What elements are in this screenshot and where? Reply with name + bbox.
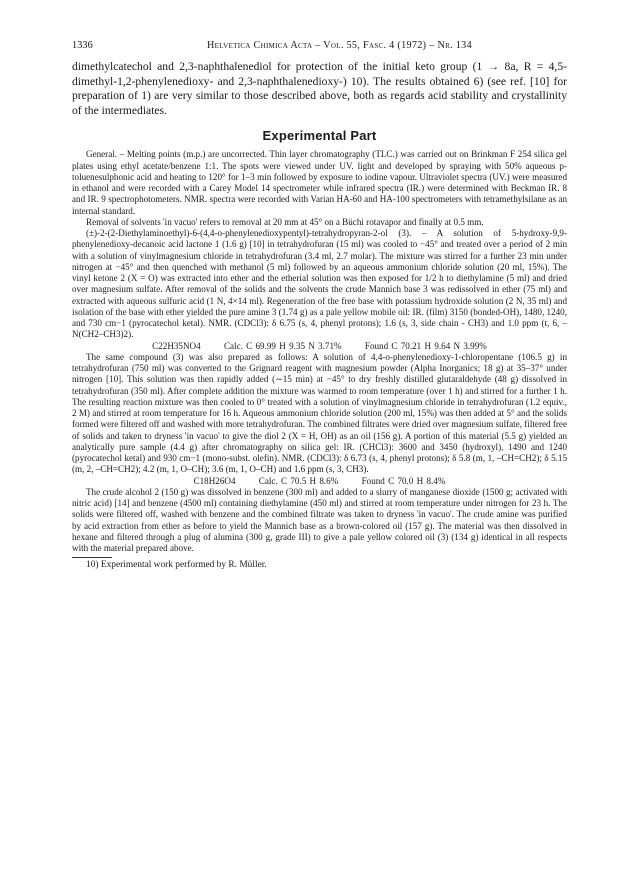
page-number: 1336 <box>72 40 93 51</box>
elemental-analysis-1 <box>72 341 567 352</box>
paragraph-crude-alcohol: The crude alcohol 2 (150 g) was dissolved in benzene (300 ml) and added to a slurry of manganese dioxide (1500 g; activated with nitric acid) [14] and benzene (4500 ml) containing diethylamine (450 ml) and stirred at room temperature under nitrogen for 23 h. The solids were filtered off, washed with benzene and the combined filtrate was taken to dryness 'in vacuo'. The crude amine was purified by acid extraction from ether as before to yield the Mannich base as a brown-colored oil (157 g). The material was then dissolved in hexane and filtered through a plug of alumina (300 g, grade III) to give a pale yellow colored oil (3) (134 g) identical in all respects with the material prepared above. <box>72 486 567 554</box>
paragraph-alternative-prep: The same compound (3) was also prepared as follows: A solution of 4,4-o-phenylenedioxy-1-chloropentane (106.5 g) in tetrahydrofuran (750 ml) was converted to the Grignard reagent with magnesium powder (Alpha Inorganics; 18 g) at 35–37° under nitrogen [10]. This solution was then rapidly added (∼15 min) at −45° to dry freshly distilled glutaraldehyde (48 g) dissolved in tetrahydrofuran (350 ml). After complete addition the mixture was warmed to room temperature (over 1 h) and stirred for a further 1 h. The resulting reaction mixture was then cooled to 0° treated with a solution of vinylmagnesium chloride in tetrahydrofuran (1.2 equiv., 2 M) and stirred at room temperature for 16 h. Aqueous ammonium chloride solution (200 ml, 15%) was then added at 5° and the solids formed were filtered off and washed with more tetrahydrofuran. The combined filtrates were dried over magnesium sulfate, filtered free of solids and taken to dryness 'in vacuo' to give the diol 2 (X = H, OH) as an oil (156 g). A portion of this material (5.5 g) yielded an analytically pure sample (4.4 g) after chromatography on silica gel: IR. (CHCl3): 3600 and 3450 (hydroxyl), 1490 and 1240 (pyrocatechol ketal) and 930 cm−1 (mono-subst. olefin). NMR. (CDCl3): δ 6.73 (s, 4, phenyl protons); δ 5.8 (m, 1, –CH=CH2); δ 5.15 (m, 2, –CH=CH2); 4.2 (m, 1, O–CH); 3.6 (m, 1, O–CH) and 1.6 ppm (s, 3, CH3). <box>72 351 567 475</box>
paragraph-vacuo: Removal of solvents 'in vacuo' refers to removal at 20 mm at 45° on a Büchi rotavapor and finally at 0.5 mm. <box>86 216 484 227</box>
running-head <box>72 40 567 54</box>
running-title: Helvetica Chimica Acta – Vol. 55, Fasc. 4 (1972) – Nr. 134 <box>207 40 472 51</box>
paragraph-compound-3: (±)-2-(2-Diethylaminoethyl)-6-(4,4-o-phenylenedioxypentyl)-tetrahydropyran-2-ol (3). – A solution of 5-hydroxy-9,9-phenylenedioxy-decanoic acid lactone 1 (1.6 g) [10] in tetrahydrofuran (15 ml) was cooled to −45° and treated over a period of 2 min with a solution of vinylmagnesium chloride in tetrahydrofuran (3.4 ml, 2.7 molar). The mixture was stirred for a further 23 min under nitrogen at −45° and then quenched with methanol (5 ml) followed by an aqueous ammonium chloride solution (20 ml, 15%). The vinyl ketone 2 (X = O) was extracted into ether and the etherial solution was then exposed for 1/2 h to diethylamine (5 ml) and dried over magnesium sulfate. After removal of the solids and the solvents the crude Mannich base 3 was redissolved in ether (75 ml) and extracted with aqueous sulfuric acid (1 N, 4×14 ml). Regeneration of the free base with potassium hydroxide solution (2 N, 35 ml) and isolation of the base with ether yielded the pure amine 3 (1.74 g) as a pale yellow mobile oil: IR. (film) 3150 (bonded-OH), 1480, 1240, and 730 cm−1 (pyrocatechol ketal). NMR. (CDCl3): δ 6.75 (s, 4, phenyl protons); 1.6 (s, 3, side chain - CH3) and 1.0 ppm (t, 6, –N(CH2–CH3)2). <box>72 228 567 340</box>
journal-page <box>72 40 567 571</box>
analysis-calc: Calc. C 70.5 H 8.6% <box>258 475 339 486</box>
elemental-analysis-2 <box>72 476 567 487</box>
intro-section <box>72 60 567 118</box>
analysis-formula: C18H26O4 <box>193 475 236 486</box>
analysis-calc: Calc. C 69.99 H 9.35 N 3.71% <box>223 340 342 351</box>
section-title: Experimental Part <box>262 128 377 144</box>
footnote-rule <box>72 557 112 558</box>
paragraph-general: General. – Melting points (m.p.) are uncorrected. Thin layer chromatography (TLC.) was carried out on Brinkman F 254 silica gel plates using ethyl acetate/benzene 1:1. The spots were viewed under UV. light and developed by spraying with 50% aqueous p-toluenesulphonic acid and heating to 120° for 1–3 min followed by exposure to iodine vapour. Ultraviolet spectra (UV.) were measured in ethanol and were recorded with a Carey Model 14 spectrometer while infrared spectra (IR.) were determined with Beckman IR. 8 and IR. 9 spectrophotometers. NMR. spectra were recorded with Varian HA-60 and HA-100 spectrometers with tetramethylsilane as an internal standard. <box>72 149 567 216</box>
analysis-formula: C22H35NO4 <box>152 340 201 351</box>
experimental-body <box>72 149 567 571</box>
intro-paragraph: dimethylcatechol and 2,3-naphthalenediol for protection of the initial keto group (1 → 8a, R = 4,5-dimethyl-1,2-phenylenedioxy- and 2,3-naphthalenedioxy-) 10). The results obtained 6) (see ref. [10] for preparation of 1) are very similar to those described above, both as regards acid stability and crystallinity of the intermediates. <box>72 60 567 117</box>
footnote: 10) Experimental work performed by R. Müller. <box>86 560 267 571</box>
analysis-found: Found C 70.21 H 9.64 N 3.99% <box>364 340 487 351</box>
analysis-found: Found C 70.0 H 8.4% <box>361 475 446 486</box>
